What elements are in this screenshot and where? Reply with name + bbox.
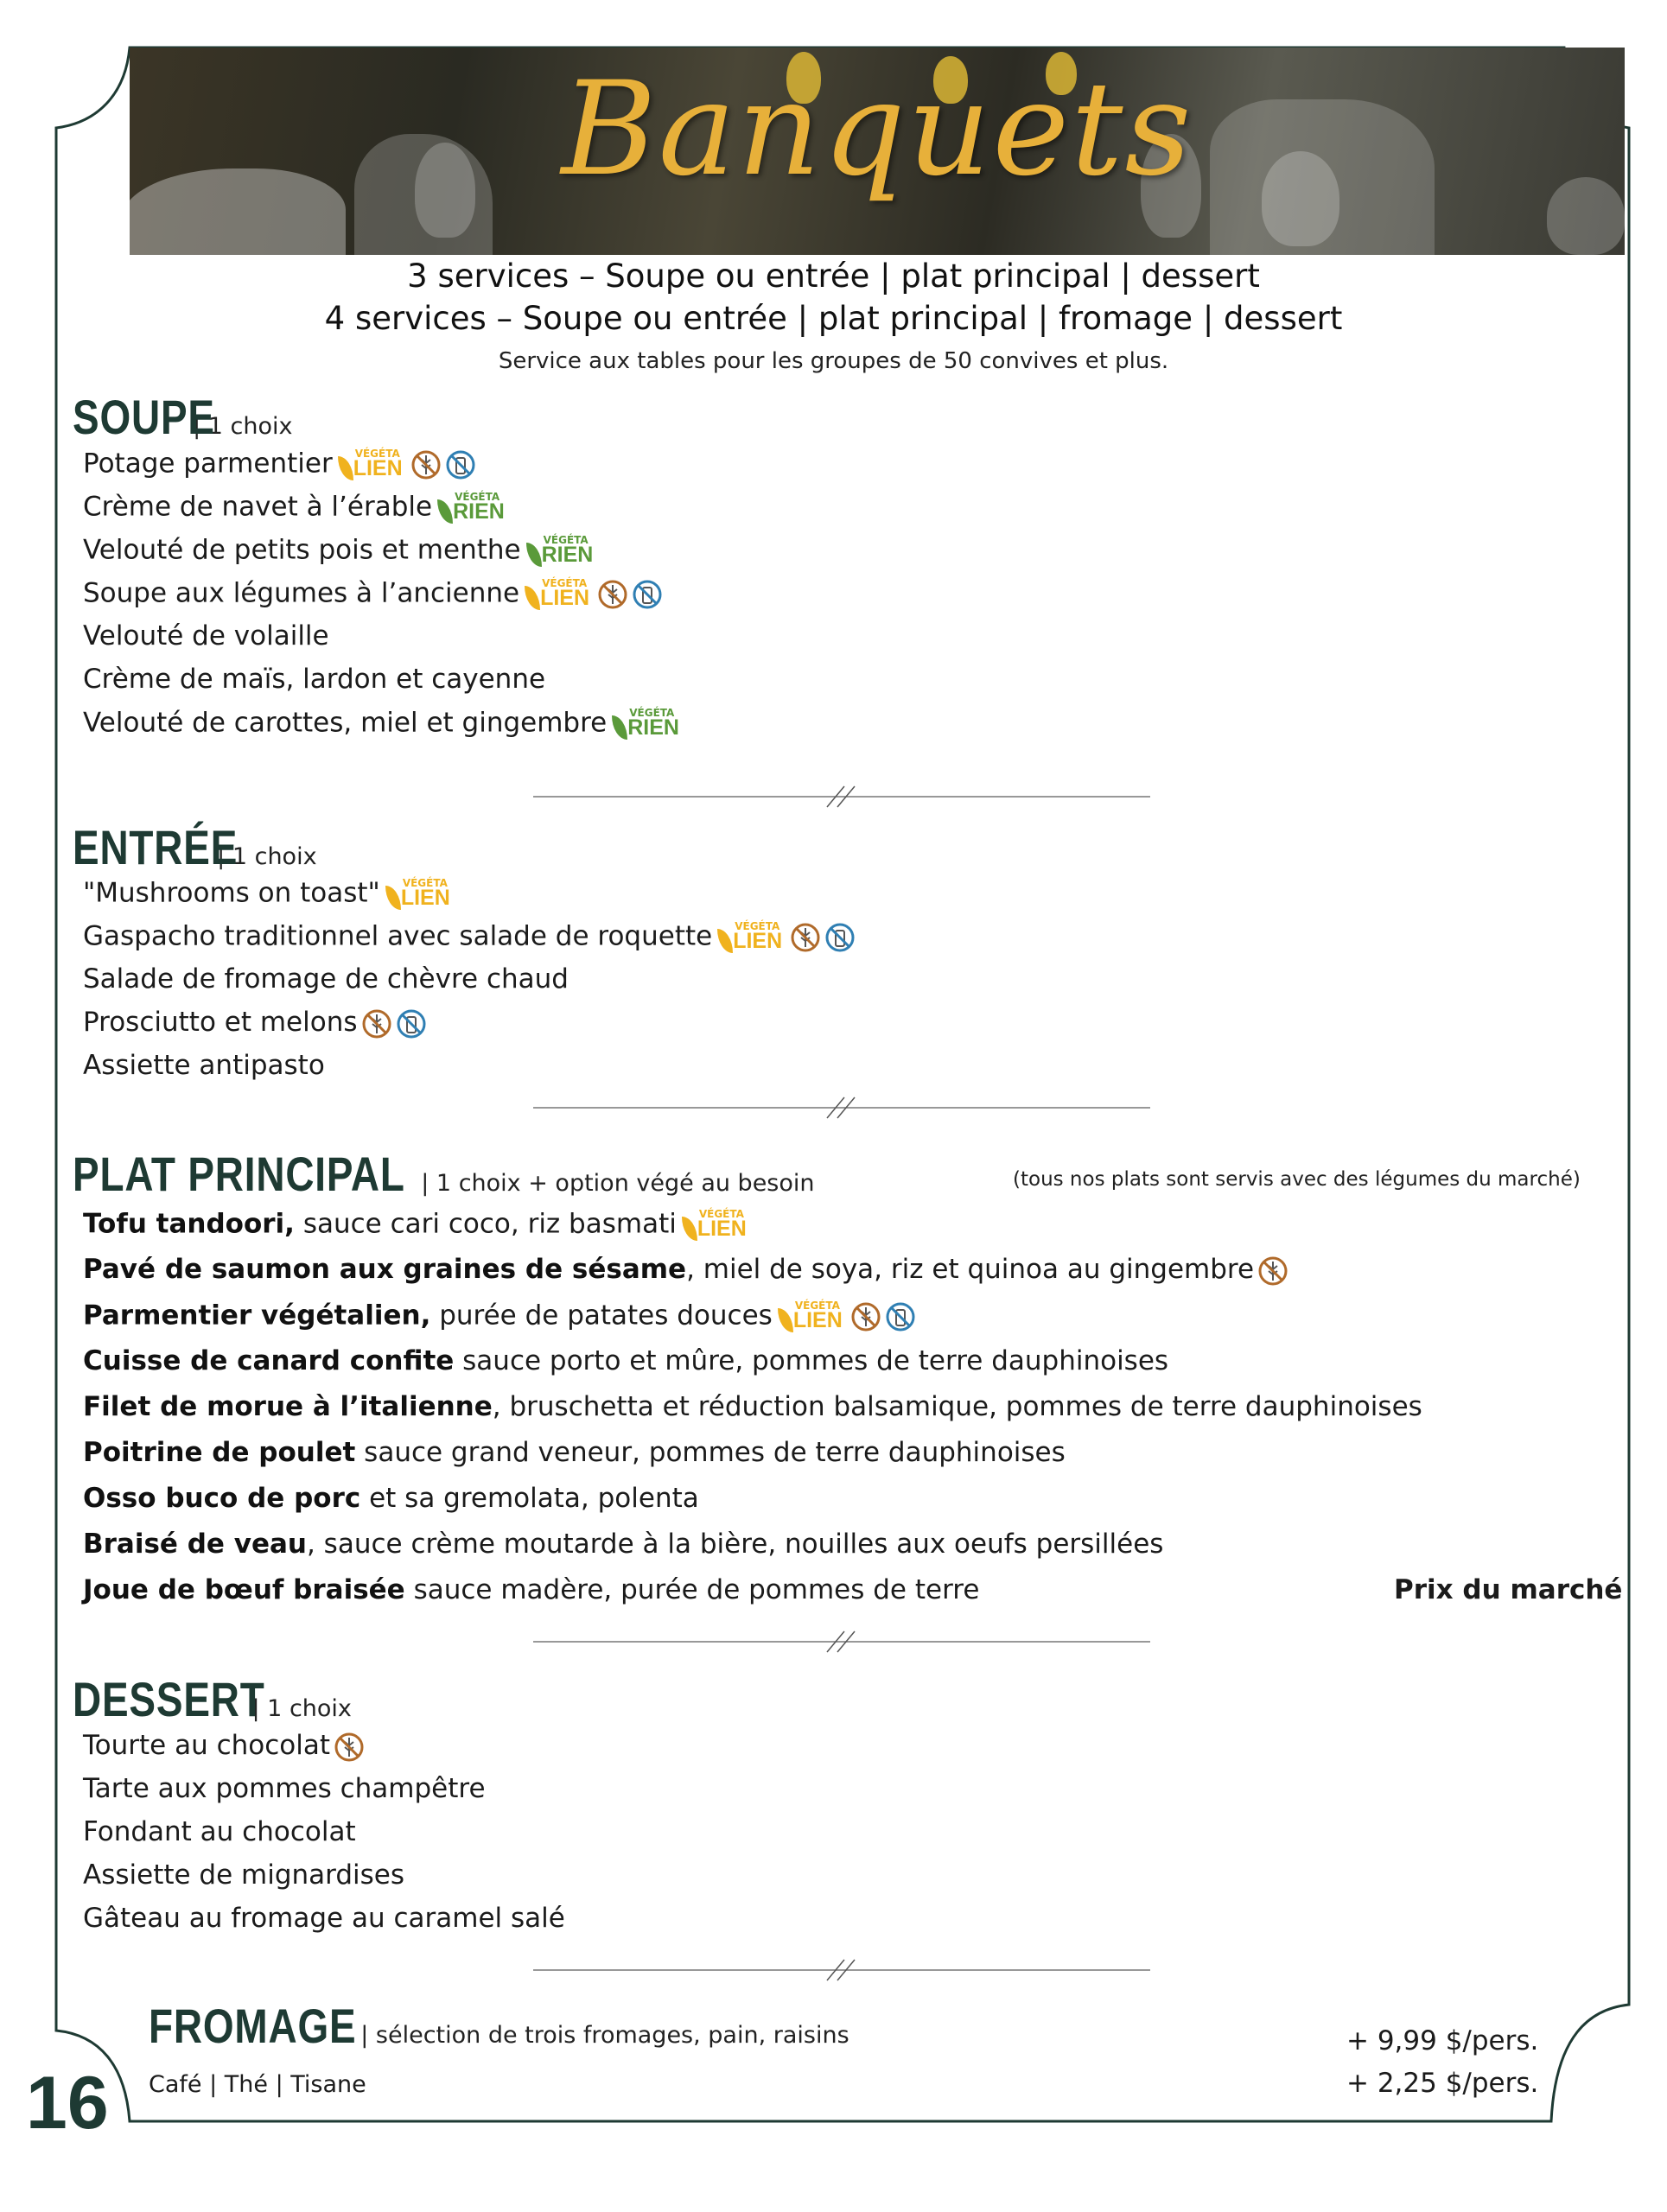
list-item (83, 877, 455, 912)
market-price: Prix du marché (1394, 1574, 1623, 1605)
drinks-line: Café | Thé | Tisane (149, 2071, 366, 2098)
list-item: Fondant au chocolat (83, 1816, 356, 1847)
list-item: Salade de fromage de chèvre chaud (83, 963, 569, 995)
drinks-price: + 2,25 $/pers. (1346, 2068, 1539, 2099)
dish-name: Pavé de saumon aux graines de sésame (83, 1254, 687, 1285)
list-item (83, 1437, 1066, 1468)
section-title: SOUPE (73, 390, 215, 444)
section-divider (533, 784, 1150, 810)
list-item (83, 534, 595, 569)
vegetalien-icon: VÉGÉTA LIEN (385, 877, 455, 912)
vegetarien-icon: VÉGÉTA RIEN (437, 491, 506, 525)
list-item: Velouté de volaille (83, 620, 329, 652)
lactose-free-icon (824, 922, 856, 953)
gluten-free-icon (361, 1008, 392, 1039)
item-label: Gaspacho traditionnel avec salade de roquette (83, 920, 713, 952)
item-label: Soupe aux légumes à l’ancienne (83, 577, 520, 609)
list-item (83, 1483, 699, 1514)
gluten-free-icon (850, 1301, 881, 1332)
list-item (83, 707, 681, 741)
section-dessert (73, 1671, 352, 1727)
dish-name: Cuisse de canard confite (83, 1345, 455, 1376)
fromage-price: + 9,99 $/pers. (1346, 2025, 1539, 2056)
dish-name: Osso buco de porc (83, 1483, 361, 1514)
dish-description: sauce grand veneur, pommes de terre dauphinoises (355, 1437, 1066, 1468)
section-divider (533, 1095, 1150, 1121)
vegetalien-icon: VÉGÉTA LIEN (682, 1208, 751, 1243)
list-item (83, 1345, 1168, 1376)
dish-name: Parmentier végétalien, (83, 1300, 431, 1332)
section-note: | sélection de trois fromages, pain, raisins (360, 2022, 849, 2049)
subtitle-3-services: 3 services – Soupe ou entrée | plat principal | dessert (407, 257, 1260, 295)
list-item: Tarte aux pommes champêtre (83, 1773, 486, 1804)
item-label: Crème de navet à l’érable (83, 491, 433, 523)
dish-description: purée de patates douces (430, 1300, 773, 1332)
section-entree (73, 819, 317, 875)
list-item (83, 1208, 751, 1243)
lactose-free-icon (396, 1008, 427, 1039)
section-note: | 1 choix (251, 1695, 352, 1722)
side-note: (tous nos plats sont servis avec des légumes du marché) (1013, 1168, 1581, 1191)
section-title: DESSERT (73, 1672, 265, 1726)
vegetalien-icon: VÉGÉTA LIEN (717, 920, 786, 955)
vegetarien-icon: VÉGÉTA RIEN (526, 534, 595, 569)
dish-name: Tofu tandoori, (83, 1208, 295, 1240)
section-title: PLAT PRINCIPAL (73, 1147, 405, 1201)
dish-description: , bruschetta et réduction balsamique, pommes de terre dauphinoises (492, 1391, 1422, 1422)
list-item (83, 1007, 427, 1039)
list-item (83, 1730, 365, 1763)
gluten-free-icon (1257, 1255, 1288, 1287)
item-label: Tourte au chocolat (83, 1730, 331, 1761)
section-note: | 1 choix + option végé au besoin (421, 1170, 815, 1197)
list-item (83, 491, 506, 525)
dish-description: , sauce crème moutarde à la bière, nouilles aux oeufs persillées (306, 1529, 1164, 1560)
section-divider (533, 1629, 1150, 1655)
section-note: | 1 choix (217, 843, 317, 870)
lactose-free-icon (445, 449, 476, 480)
list-item (83, 577, 663, 612)
hero-banner (130, 48, 1625, 255)
item-label: Potage parmentier (83, 448, 333, 480)
item-label: "Mushrooms on toast" (83, 877, 380, 909)
list-item (83, 1574, 979, 1605)
item-label: Velouté de petits pois et menthe (83, 534, 521, 566)
dish-description: , miel de soya, riz et quinoa au gingembre (686, 1254, 1255, 1285)
section-fromage (149, 1998, 849, 2054)
gluten-free-icon (334, 1732, 365, 1763)
dish-description: sauce cari coco, riz basmati (294, 1208, 677, 1240)
section-title: FROMAGE (149, 1999, 357, 2053)
list-item (83, 1391, 1422, 1422)
section-soupe (73, 389, 292, 445)
vegetalien-icon: VÉGÉTA LIEN (778, 1300, 847, 1334)
list-item (83, 1254, 1288, 1287)
lactose-free-icon (885, 1301, 916, 1332)
section-divider (533, 1957, 1150, 1983)
vegetalien-icon: VÉGÉTA LIEN (338, 448, 407, 482)
list-item (83, 1300, 916, 1334)
page-title: Banquets (561, 54, 1193, 205)
list-item (83, 1529, 1163, 1560)
vegetarien-icon: VÉGÉTA RIEN (612, 707, 681, 741)
section-note: | 1 choix (193, 413, 293, 440)
subtitle-4-services: 4 services – Soupe ou entrée | plat principal | fromage | dessert (324, 300, 1343, 337)
gluten-free-icon (597, 579, 628, 610)
dish-name: Joue de bœuf braisée (83, 1574, 405, 1605)
dish-name: Poitrine de poulet (83, 1437, 356, 1468)
section-title: ENTRÉE (73, 820, 239, 874)
list-item (83, 920, 856, 955)
page-number: 16 (26, 2062, 109, 2145)
list-item (83, 448, 476, 482)
list-item: Crème de maïs, lardon et cayenne (83, 664, 546, 695)
service-note: Service aux tables pour les groupes de 50 convives et plus. (498, 348, 1169, 374)
dish-name: Filet de morue à l’italienne (83, 1391, 493, 1422)
list-item: Gâteau au fromage au caramel salé (83, 1903, 565, 1934)
gluten-free-icon (410, 449, 442, 480)
dish-description: et sa gremolata, polenta (360, 1483, 699, 1514)
section-plat-principal (73, 1146, 815, 1202)
dish-description: sauce porto et mûre, pommes de terre dauphinoises (454, 1345, 1169, 1376)
list-item: Assiette de mignardises (83, 1859, 405, 1891)
vegetalien-icon: VÉGÉTA LIEN (525, 577, 594, 612)
dish-name: Braisé de veau (83, 1529, 307, 1560)
item-label: Velouté de carottes, miel et gingembre (83, 707, 608, 739)
item-label: Prosciutto et melons (83, 1007, 358, 1038)
gluten-free-icon (790, 922, 821, 953)
dish-description: sauce madère, purée de pommes de terre (404, 1574, 980, 1605)
lactose-free-icon (632, 579, 663, 610)
list-item: Assiette antipasto (83, 1050, 325, 1081)
